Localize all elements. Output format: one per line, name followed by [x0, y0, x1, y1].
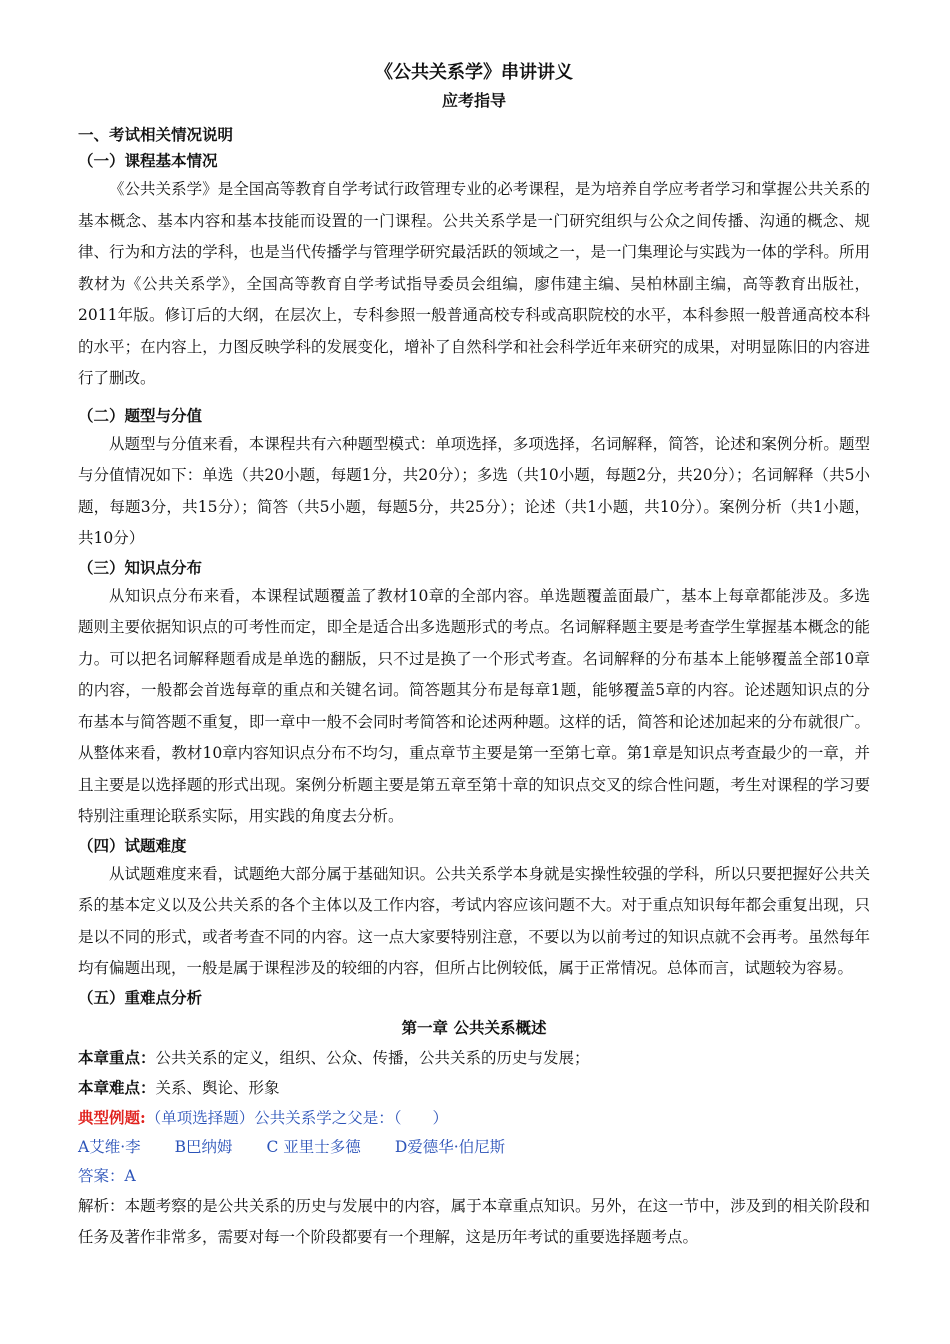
example-question	[78, 1103, 870, 1133]
option-a: A艾维·李	[78, 1137, 141, 1156]
section-heading: 一、考试相关情况说明	[78, 125, 234, 144]
subsection-heading-difficulty: （四）试题难度	[78, 835, 187, 855]
subsection-heading-key-points: （五）重难点分析	[78, 987, 203, 1007]
subsection-heading-knowledge-distribution: （三）知识点分布	[78, 557, 203, 577]
document-page	[78, 58, 870, 1253]
chapter-focus-text: 公共关系的定义，组织、公众、传播，公共关系的历史与发展；	[155, 1048, 590, 1067]
paragraph-difficulty: 从试题难度来看，试题绝大部分属于基础知识。公共关系学本身就是实操性较强的学科，所以只要把握好公共关系的基本定义以及公共关系的各个主体以及工作内容，考试内容应该问题不大。对于重点知识每年都会重复出现，只是以不同的形式，或者考查不同的内容。这一点大家要特别注意，不要以为以前考过的知识点就不会再考。虽然每年均有偏题出现，一般是属于课程涉及的较细的内容，但所占比例较低，属于正常情况。总体而言，试题较为容易。	[78, 864, 870, 977]
example-question-text: （单项选择题）公共关系学之父是：（ ）	[145, 1108, 448, 1127]
document-subtitle: 应考指导	[441, 91, 506, 110]
example-analysis: 解析：本题考察的是公共关系的历史与发展中的内容，属于本章重点知识。另外，在这一节中，涉及到的相关阶段和任务及著作非常多，需要对每一个阶段都要有一个理解，这是历年考试的重要选择题考点。	[78, 1196, 870, 1246]
example-label: 典型例题:	[78, 1107, 146, 1127]
chapter-title: 第一章 公共关系概述	[401, 1017, 547, 1037]
chapter-difficulty	[78, 1073, 870, 1103]
option-d: D爱德华·伯尼斯	[394, 1137, 506, 1156]
document-title: 《公共关系学》串讲讲义	[375, 62, 573, 83]
example-options	[78, 1133, 870, 1162]
chapter-focus-label: 本章重点：	[78, 1047, 156, 1067]
chapter-difficulty-text: 关系、舆论、形象	[155, 1078, 280, 1097]
subsection-heading-question-types: （二）题型与分值	[78, 405, 203, 425]
example-answer: 答案：A	[78, 1166, 136, 1185]
option-c: C 亚里士多德	[266, 1137, 361, 1156]
chapter-focus	[78, 1043, 870, 1073]
paragraph-course-info: 《公共关系学》是全国高等教育自学考试行政管理专业的必考课程，是为培养自学应考者学习和掌握公共关系的基本概念、基本内容和基本技能而设置的一门课程。公共关系学是一门研究组织与公众之间传播、沟通的概念、规律、行为和方法的学科，也是当代传播学与管理学研究最活跃的领域之一，是一门集理论与实践为一体的学科。所用教材为《公共关系学》，全国高等教育自学考试指导委员会组编，廖伟建主编、吴柏林副主编，高等教育出版社，2011年版。修订后的大纲，在层次上，专科参照一般普通高校专科或高职院校的水平，本科参照一般普通高校本科的水平；在内容上，力图反映学科的发展变化，增补了自然科学和社会科学近年来研究的成果，对明显陈旧的内容进行了删改。	[78, 180, 870, 387]
paragraph-question-types: 从题型与分值来看，本课程共有六种题型模式：单项选择，多项选择，名词解释，简答，论述和案例分析。题型与分值情况如下：单选（共20小题，每题1分，共20分）；多选（共10小题，每题2分，共20分）；名词解释（共5小题，每题3分，共15分）；简答（共5小题，每题5分，共25分）；论述（共1小题，共10分）。案例分析（共1小题，共10分）	[78, 434, 870, 547]
option-b: B巴纳姆	[174, 1137, 233, 1156]
subsection-heading-course-info: （一）课程基本情况	[78, 151, 218, 170]
paragraph-knowledge-distribution: 从知识点分布来看，本课程试题覆盖了教材10章的全部内容。单选题覆盖面最广，基本上每章都能涉及。多选题则主要依据知识点的可考性而定，即全是适合出多选题形式的考点。名词解释题主要是考查学生掌握基本概念的能力。可以把名词解释题看成是单选的翻版，只不过是换了一个形式考查。名词解释的分布基本上能够覆盖全部10章的内容，一般都会首选每章的重点和关键名词。简答题其分布是每章1题，能够覆盖5章的内容。论述题知识点的分布基本与简答题不重复，即一章中一般不会同时考简答和论述两种题。这样的话，简答和论述加起来的分布就很广。从整体来看，教材10章内容知识点分布不均匀，重点章节主要是第一至第七章。第1章是知识点考查最少的一章，并且主要是以选择题的形式出现。案例分析题主要是第五章至第十章的知识点交叉的综合性问题，考生对课程的学习要特别注重理论联系实际，用实践的角度去分析。	[78, 586, 870, 825]
chapter-difficulty-label: 本章难点：	[78, 1077, 156, 1097]
